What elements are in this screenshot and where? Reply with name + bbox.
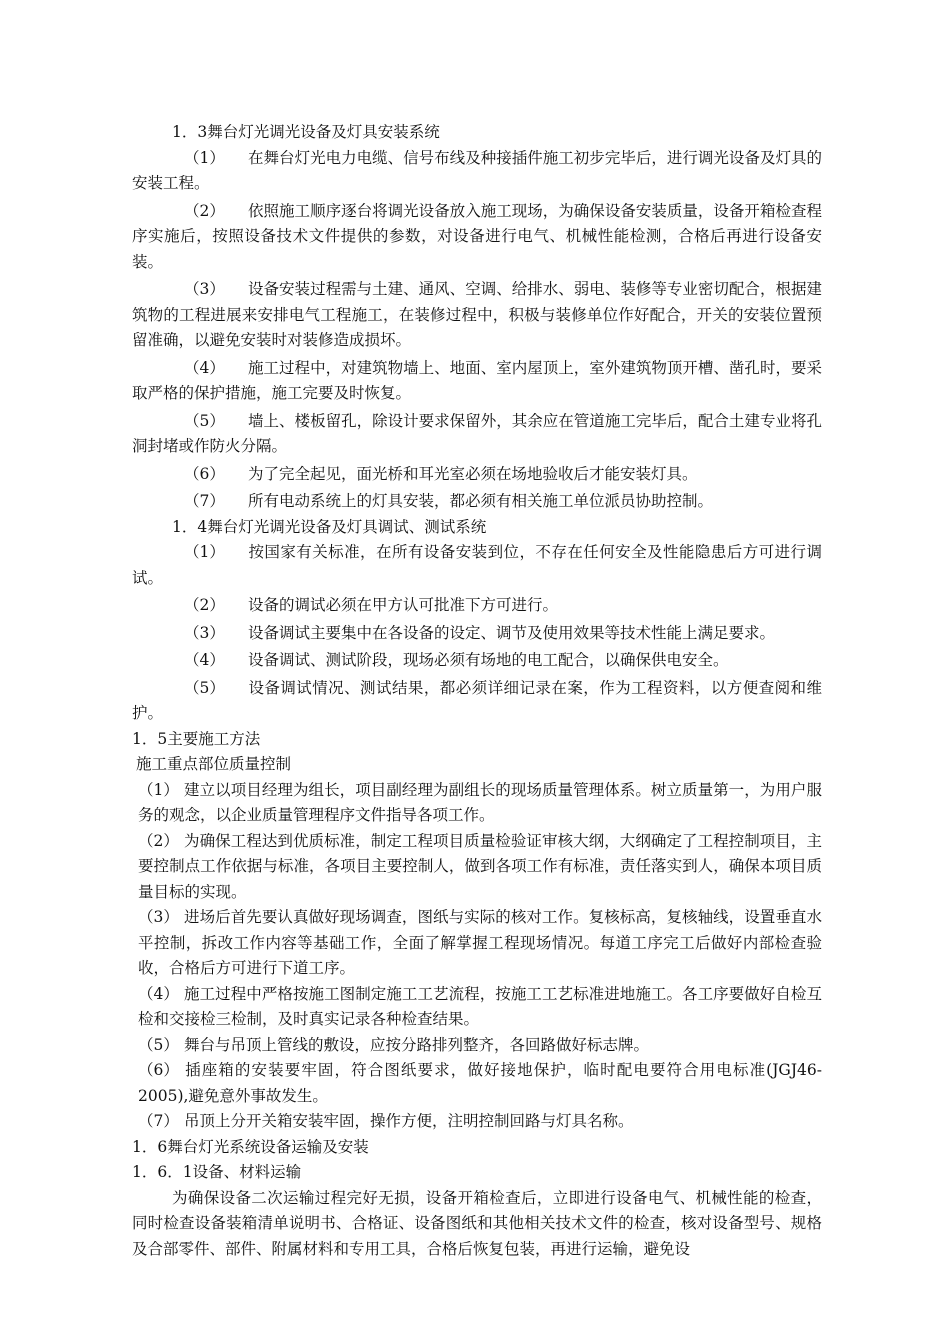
item-number: （3） (138, 908, 179, 926)
subheading-1-6-1: 1．6．1设备、材料运输 (132, 1163, 302, 1181)
item-text: 在舞台灯光电力电缆、信号布线及种接插件施工初步完毕后，进行调光设备及灯具的安装工程。 (132, 148, 822, 192)
item-number: （2） (184, 596, 225, 614)
item-text: 为确保工程达到优质标准，制定工程项目质量检验证审核大纲，大纲确定了工程控制项目，主要控制点工作依据与标准，各项目主要控制人，做到各项工作有标准，责任落实到人，确保本项目质量目标的实现。 (138, 831, 822, 901)
list-item (132, 982, 822, 1033)
list-item (132, 1109, 822, 1135)
list-item (132, 356, 822, 407)
list-item (132, 409, 822, 460)
item-number: （4） (138, 984, 179, 1003)
list-item (132, 462, 822, 488)
item-text: 设备调试情况、测试结果，都必须详细记录在案，作为工程资料，以方便查阅和维护。 (132, 678, 822, 722)
list-item (132, 540, 822, 591)
item-number: （1） (184, 148, 225, 167)
list-item (132, 829, 822, 906)
list-item (132, 905, 822, 982)
paragraph-transport: 为确保设备二次运输过程完好无损，设备开箱检查后，立即进行设备电气、机械性能的检查，同时检查设备装箱清单说明书、合格证、设备图纸和其他相关技术文件的检查，核对设备型号、规格及合部零件、部件、附属材料和专用工具，合格后恢复包装，再进行运输，避免设 (132, 1188, 822, 1258)
item-text: 所有电动系统上的灯具安装，都必须有相关施工单位派员协助控制。 (248, 492, 714, 510)
item-number: （4） (184, 651, 225, 669)
item-number: （2） (184, 201, 225, 220)
item-number: （1） (184, 543, 225, 561)
list-item (132, 648, 822, 674)
item-text: 建立以项目经理为组长，项目副经理为副组长的现场质量管理体系。树立质量第一，为用户服务的观念，以企业质量管理程序文件指导各项工作。 (138, 780, 822, 824)
item-number: （5） (138, 1035, 179, 1054)
list-item (132, 489, 822, 515)
item-number: （5） (184, 411, 225, 430)
list-item (132, 1058, 822, 1109)
item-number: （2） (138, 831, 179, 850)
list-item (132, 621, 822, 647)
list-item (132, 277, 822, 354)
section-heading-1-4: 1．4舞台灯光调光设备及灯具调试、测试系统 (172, 517, 487, 536)
item-number: （3） (184, 623, 225, 642)
item-text: 设备的调试必须在甲方认可批准下方可进行。 (248, 596, 559, 614)
item-text: 为了完全起见，面光桥和耳光室必须在场地验收后才能安装灯具。 (248, 464, 698, 483)
item-text: 设备安装过程需与土建、通风、空调、给排水、弱电、装修等专业密切配合，根据建筑物的工程进展来安排电气工程施工，在装修过程中，积极与装修单位作好配合，开关的安装位置预留准确，以避免安装时对装修造成损坏。 (132, 280, 822, 349)
item-number: （1） (138, 780, 179, 799)
item-text: 施工过程中严格按施工图制定施工工艺流程，按施工工艺标准进地施工。各工序要做好自检互检和交接检三检制，及时真实记录各种检查结果。 (138, 984, 822, 1028)
item-text: 设备调试主要集中在各设备的设定、调节及使用效果等技术性能上满足要求。 (248, 623, 776, 642)
item-text: 施工过程中，对建筑物墙上、地面、室内屋顶上，室外建筑物顶开槽、凿孔时，要采取严格的保护措施，施工完要及时恢复。 (132, 358, 822, 402)
section-heading-1-5: 1．5主要施工方法 (132, 729, 261, 748)
section-heading-1-3: 1．3舞台灯光调光设备及灯具安装系统 (172, 123, 440, 141)
item-number: （7） (184, 492, 225, 510)
item-number: （6） (184, 464, 225, 483)
item-text: 插座箱的安装要牢固，符合图纸要求，做好接地保护，临时配电要符合用电标准(JGJ46-2005),避免意外事故发生。 (138, 1061, 822, 1105)
list-item (132, 676, 822, 727)
list-item (132, 199, 822, 276)
item-number: （6） (138, 1061, 179, 1079)
item-text: 吊顶上分开关箱安装牢固，操作方便，注明控制回路与灯具名称。 (184, 1112, 634, 1130)
item-number: （3） (184, 280, 225, 298)
item-text: 舞台与吊顶上管线的敷设，应按分路排列整齐，各回路做好标志牌。 (184, 1035, 650, 1054)
item-text: 设备调试、测试阶段，现场必须有场地的电工配合，以确保供电安全。 (248, 651, 729, 669)
item-text: 墙上、楼板留孔，除设计要求保留外，其余应在管道施工完毕后，配合土建专业将孔洞封堵或作防火分隔。 (132, 411, 822, 455)
section-heading-1-6: 1．6舞台灯光系统设备运输及安装 (132, 1137, 369, 1156)
item-number: （7） (138, 1112, 179, 1130)
list-item (132, 778, 822, 829)
list-item (132, 1033, 822, 1059)
item-number: （4） (184, 358, 225, 377)
item-text: 依照施工顺序逐台将调光设备放入施工现场，为确保设备安装质量，设备开箱检查程序实施后，按照设备技术文件提供的参数，对设备进行电气、机械性能检测，合格后再进行设备安装。 (132, 201, 822, 271)
item-text: 按国家有关标准，在所有设备安装到位，不存在任何安全及性能隐患后方可进行调试。 (132, 543, 822, 587)
document-content (132, 120, 822, 1262)
list-item (132, 146, 822, 197)
item-text: 进场后首先要认真做好现场调查，图纸与实际的核对工作。复核标高，复核轴线，设置垂直水平控制，拆改工作内容等基础工作，全面了解掌握工程现场情况。每道工序完工后做好内部检查验收，合格后方可进行下道工序。 (138, 908, 822, 977)
item-number: （5） (184, 678, 225, 697)
list-item (132, 593, 822, 619)
subheading-quality-control: 施工重点部位质量控制 (136, 755, 292, 773)
